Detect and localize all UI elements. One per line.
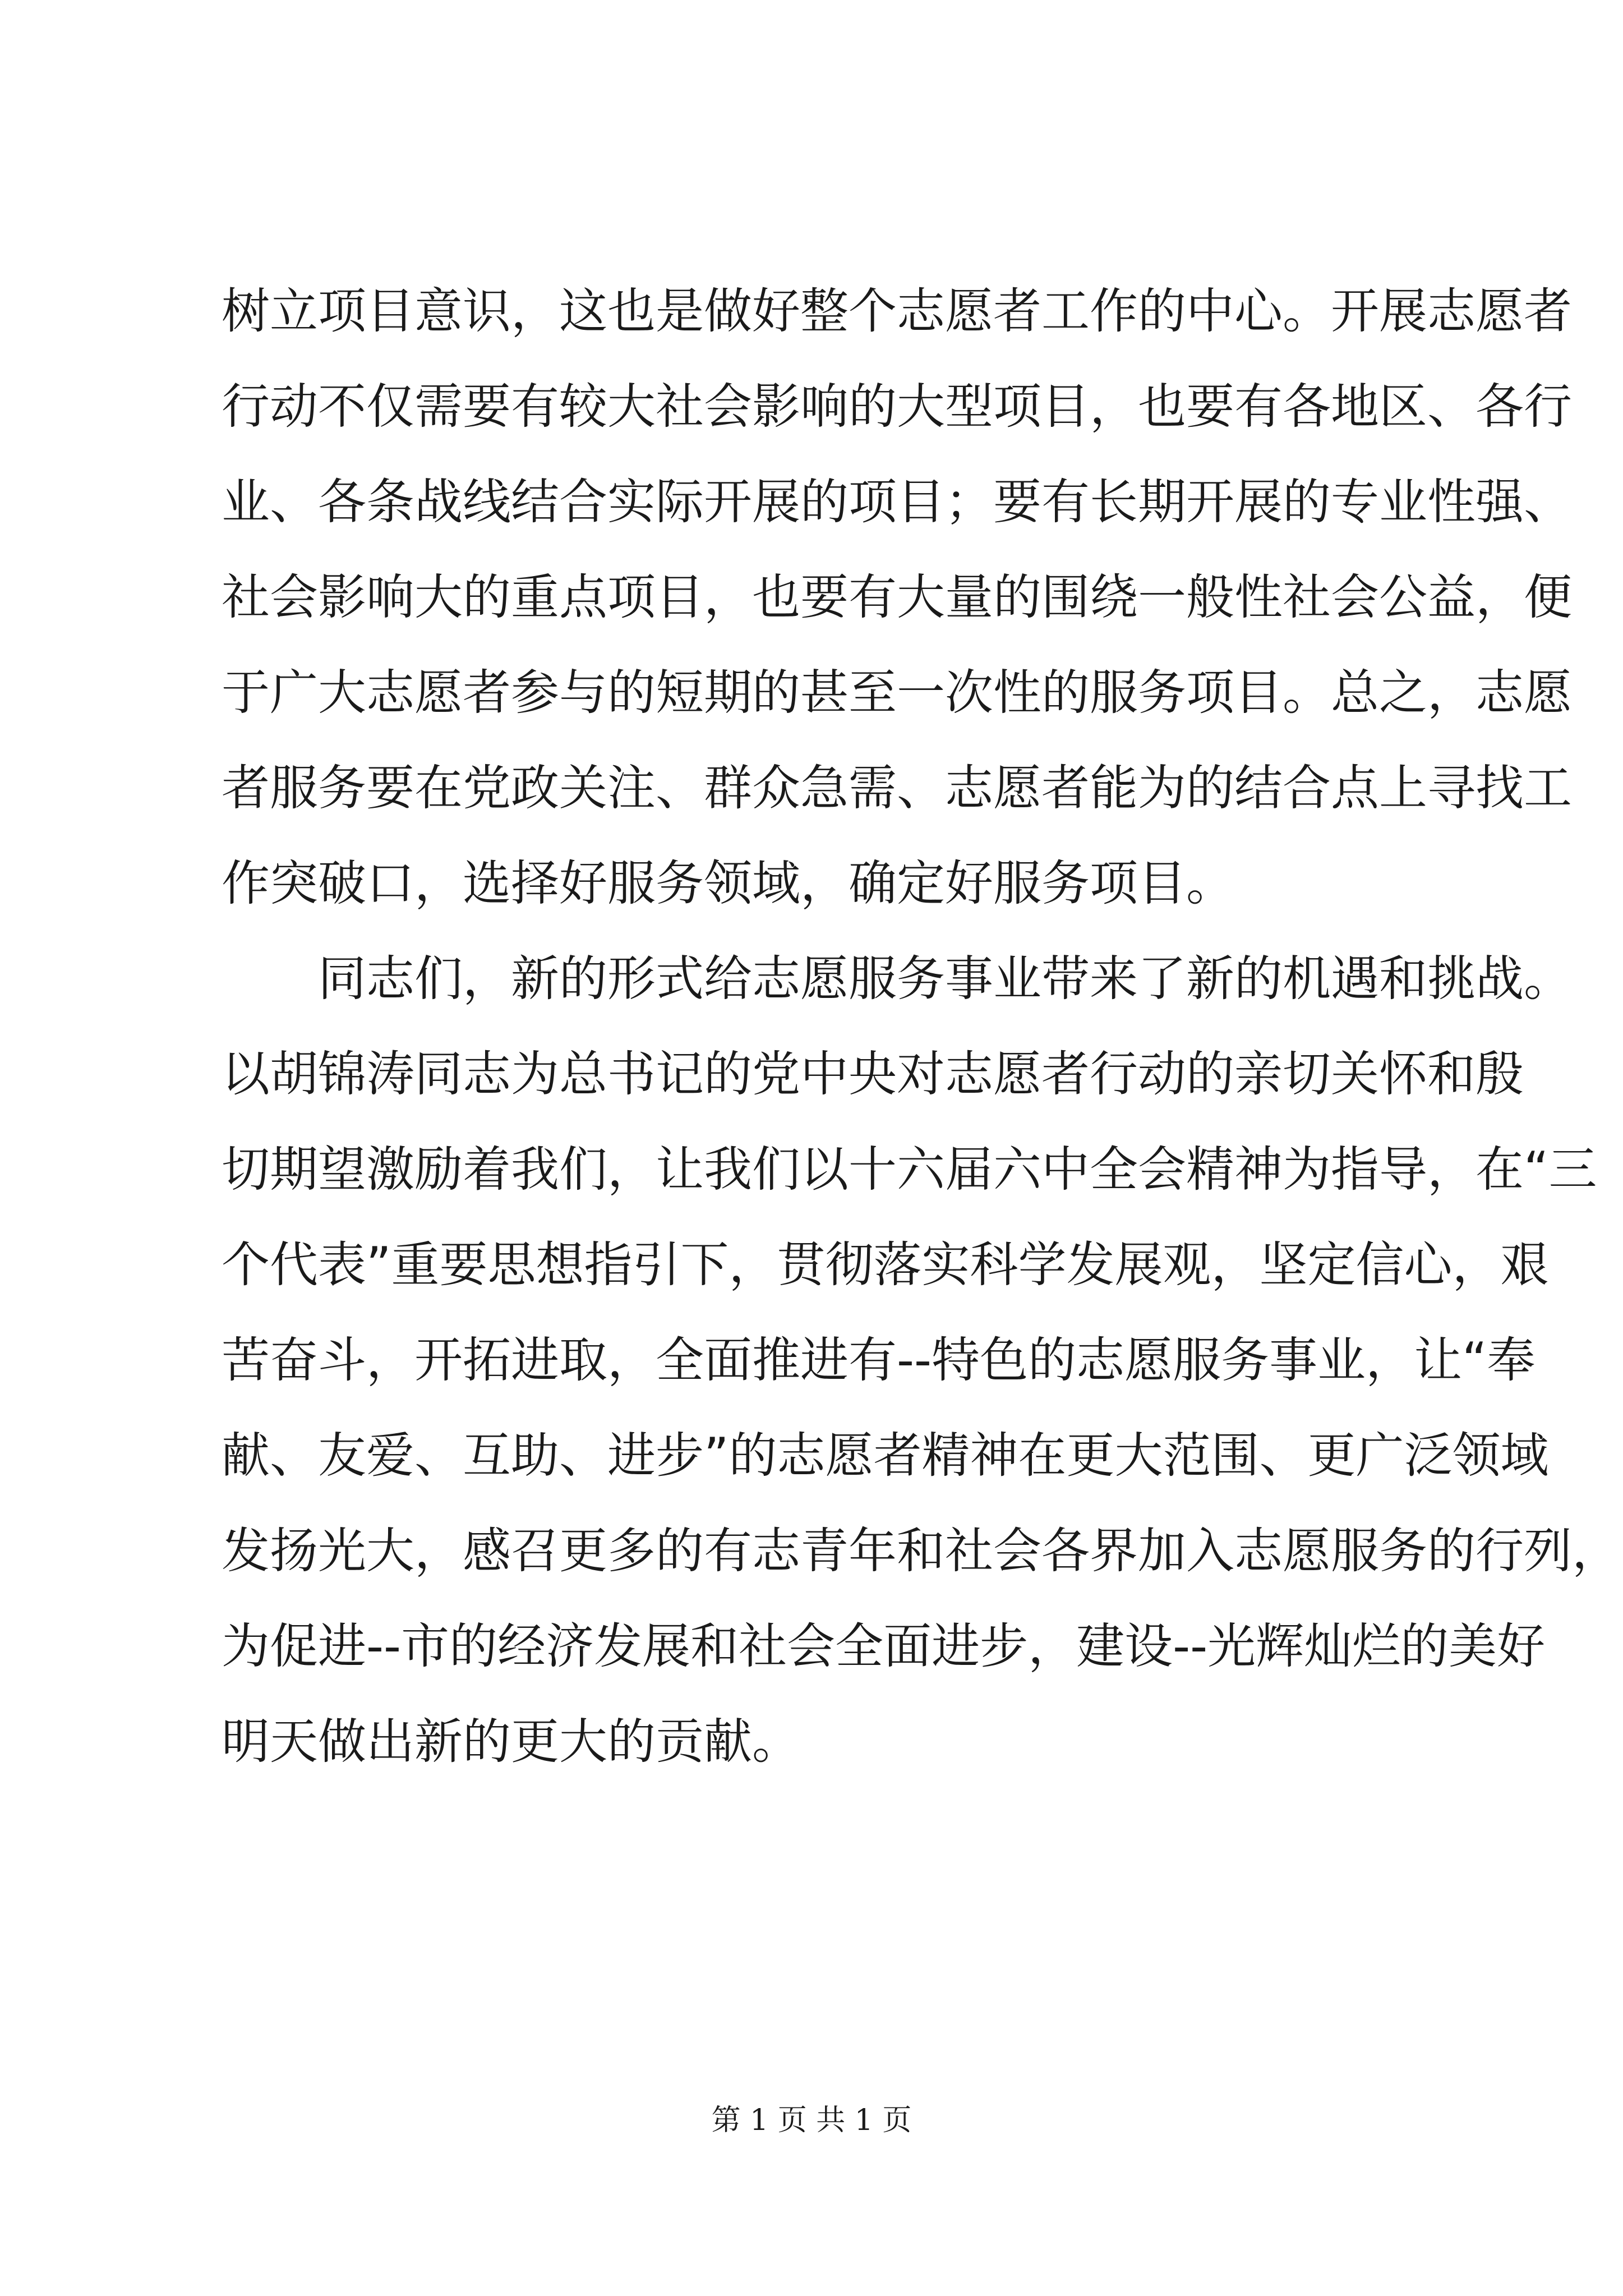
page-footer <box>0 2101 1623 2140</box>
text-line: 社会影响大的重点项目，也要有大量的围绕一般性社会公益，便 <box>222 569 1572 625</box>
text-line: 发扬光大，感召更多的有志青年和社会各界加入志愿服务的行列， <box>222 1523 1620 1579</box>
text-line: 者服务要在党政关注、群众急需、志愿者能为的结合点上寻找工 <box>222 760 1572 816</box>
text-line: 同志们，新的形式给志愿服务事业带来了新的机遇和挑战。 <box>318 951 1572 1007</box>
text-line: 为促进--市的经济发展和社会全面进步，建设--光辉灿烂的美好 <box>222 1618 1546 1674</box>
body-text <box>222 264 1620 1789</box>
paragraph-1 <box>222 264 1572 931</box>
text-line: 树立项目意识，这也是做好整个志愿者工作的中心。开展志愿者 <box>222 283 1572 339</box>
text-line: 于广大志愿者参与的短期的甚至一次性的服务项目。总之，志愿 <box>222 665 1572 721</box>
text-line: 切期望激励着我们，让我们以十六届六中全会精神为指导，在“三 <box>222 1142 1597 1198</box>
page-number: 第 1 页 共 1 页 <box>711 2104 912 2137</box>
text-line: 明天做出新的更大的贡献。 <box>222 1714 800 1770</box>
text-line: 作突破口，选择好服务领域，确定好服务项目。 <box>222 855 1234 912</box>
text-line: 行动不仅需要有较大社会影响的大型项目，也要有各地区、各行 <box>222 379 1572 435</box>
text-line: 业、各条战线结合实际开展的项目；要有长期开展的专业性强、 <box>222 474 1572 530</box>
text-line: 以胡锦涛同志为总书记的党中央对志愿者行动的亲切关怀和殷 <box>222 1046 1524 1102</box>
text-line: 献、友爱、互助、进步”的志愿者精神在更大范围、更广泛领域 <box>222 1428 1549 1484</box>
paragraph-2 <box>222 931 1620 1789</box>
text-line: 个代表”重要思想指引下，贯彻落实科学发展观，坚定信心，艰 <box>222 1237 1549 1293</box>
text-line: 苦奋斗，开拓进取，全面推进有--特色的志愿服务事业，让“奉 <box>222 1332 1536 1388</box>
